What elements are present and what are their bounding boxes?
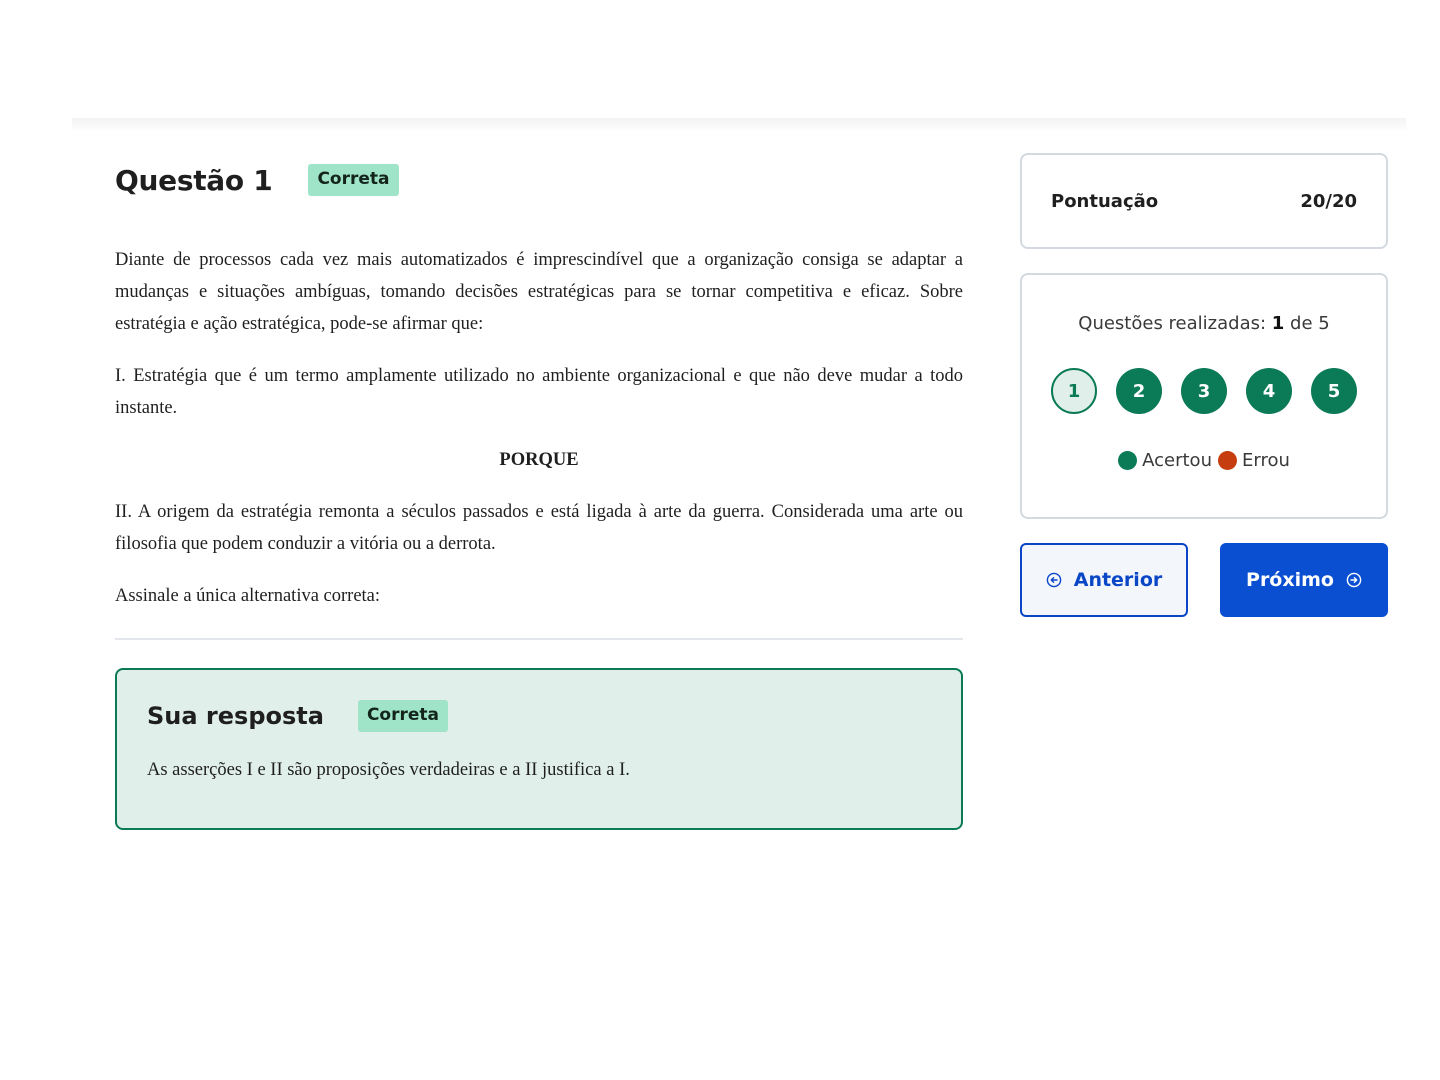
- progress-done: 1: [1271, 313, 1285, 334]
- assertion-connector: PORQUE: [499, 450, 579, 470]
- navigation-buttons: [1020, 543, 1388, 617]
- next-button[interactable]: [1220, 543, 1388, 617]
- previous-button-label: Anterior: [1073, 569, 1163, 591]
- wrong-dot-icon: [1218, 451, 1237, 470]
- score-value: 20/20: [1300, 190, 1357, 212]
- answer-text: As asserções I e II são proposições verdadeiras e a II justifica a I.: [147, 760, 630, 780]
- answer-header: [147, 700, 931, 732]
- arrow-left-circle-icon: [1046, 572, 1062, 588]
- legend-correct-label: Acertou: [1142, 450, 1212, 471]
- question-nav-5[interactable]: 5: [1311, 368, 1357, 414]
- legend: [1022, 450, 1386, 471]
- sidebar: [1020, 153, 1388, 617]
- correct-dot-icon: [1118, 451, 1137, 470]
- statement-paragraph: Diante de processos cada vez mais automatizados é imprescindível que a organização consiga se adaptar a mudanças e situações ambíguas, tomando decisões estratégicas para se tornar competitiva e eficaz. Sobre estratégia e ação estratégica, pode-se afirmar que:: [115, 250, 963, 334]
- question-navigator: [1022, 368, 1386, 414]
- statement-instruction: Assinale a única alternativa correta:: [115, 586, 381, 606]
- score-card: [1020, 153, 1388, 249]
- score-label: Pontuação: [1051, 190, 1159, 212]
- answer-status-badge: Correta: [358, 700, 448, 732]
- answer-box: [115, 668, 963, 830]
- legend-correct: [1118, 450, 1212, 471]
- previous-button[interactable]: [1020, 543, 1188, 617]
- question-nav-1[interactable]: 1: [1051, 368, 1097, 414]
- question-statement: [115, 244, 963, 612]
- question-panel: [115, 150, 963, 830]
- legend-wrong-label: Errou: [1241, 450, 1290, 471]
- question-nav-2[interactable]: 2: [1116, 368, 1162, 414]
- header-shadow: [72, 118, 1406, 132]
- progress-card: [1020, 273, 1388, 519]
- question-nav-4[interactable]: 4: [1246, 368, 1292, 414]
- assertion-one: I. Estratégia que é um termo amplamente utilizado no ambiente organizacional e que não deve mudar a todo instante.: [115, 366, 963, 418]
- question-nav-3[interactable]: 3: [1181, 368, 1227, 414]
- progress-prefix: Questões realizadas:: [1078, 313, 1272, 334]
- progress-summary: [1022, 313, 1386, 334]
- legend-wrong: [1218, 450, 1290, 471]
- question-header: [115, 150, 963, 210]
- next-button-label: Próximo: [1246, 569, 1334, 591]
- assertion-two: II. A origem da estratégia remonta a séculos passados e está ligada à arte da guerra. Considerada uma arte ou filosofia que podem conduzir a vitória ou a derrota.: [115, 502, 963, 554]
- arrow-right-circle-icon: [1346, 572, 1362, 588]
- answer-title: Sua resposta: [147, 702, 324, 730]
- question-status-badge: Correta: [308, 164, 398, 196]
- divider: [115, 638, 963, 640]
- progress-suffix: de 5: [1284, 313, 1330, 334]
- question-title: Questão 1: [115, 163, 273, 197]
